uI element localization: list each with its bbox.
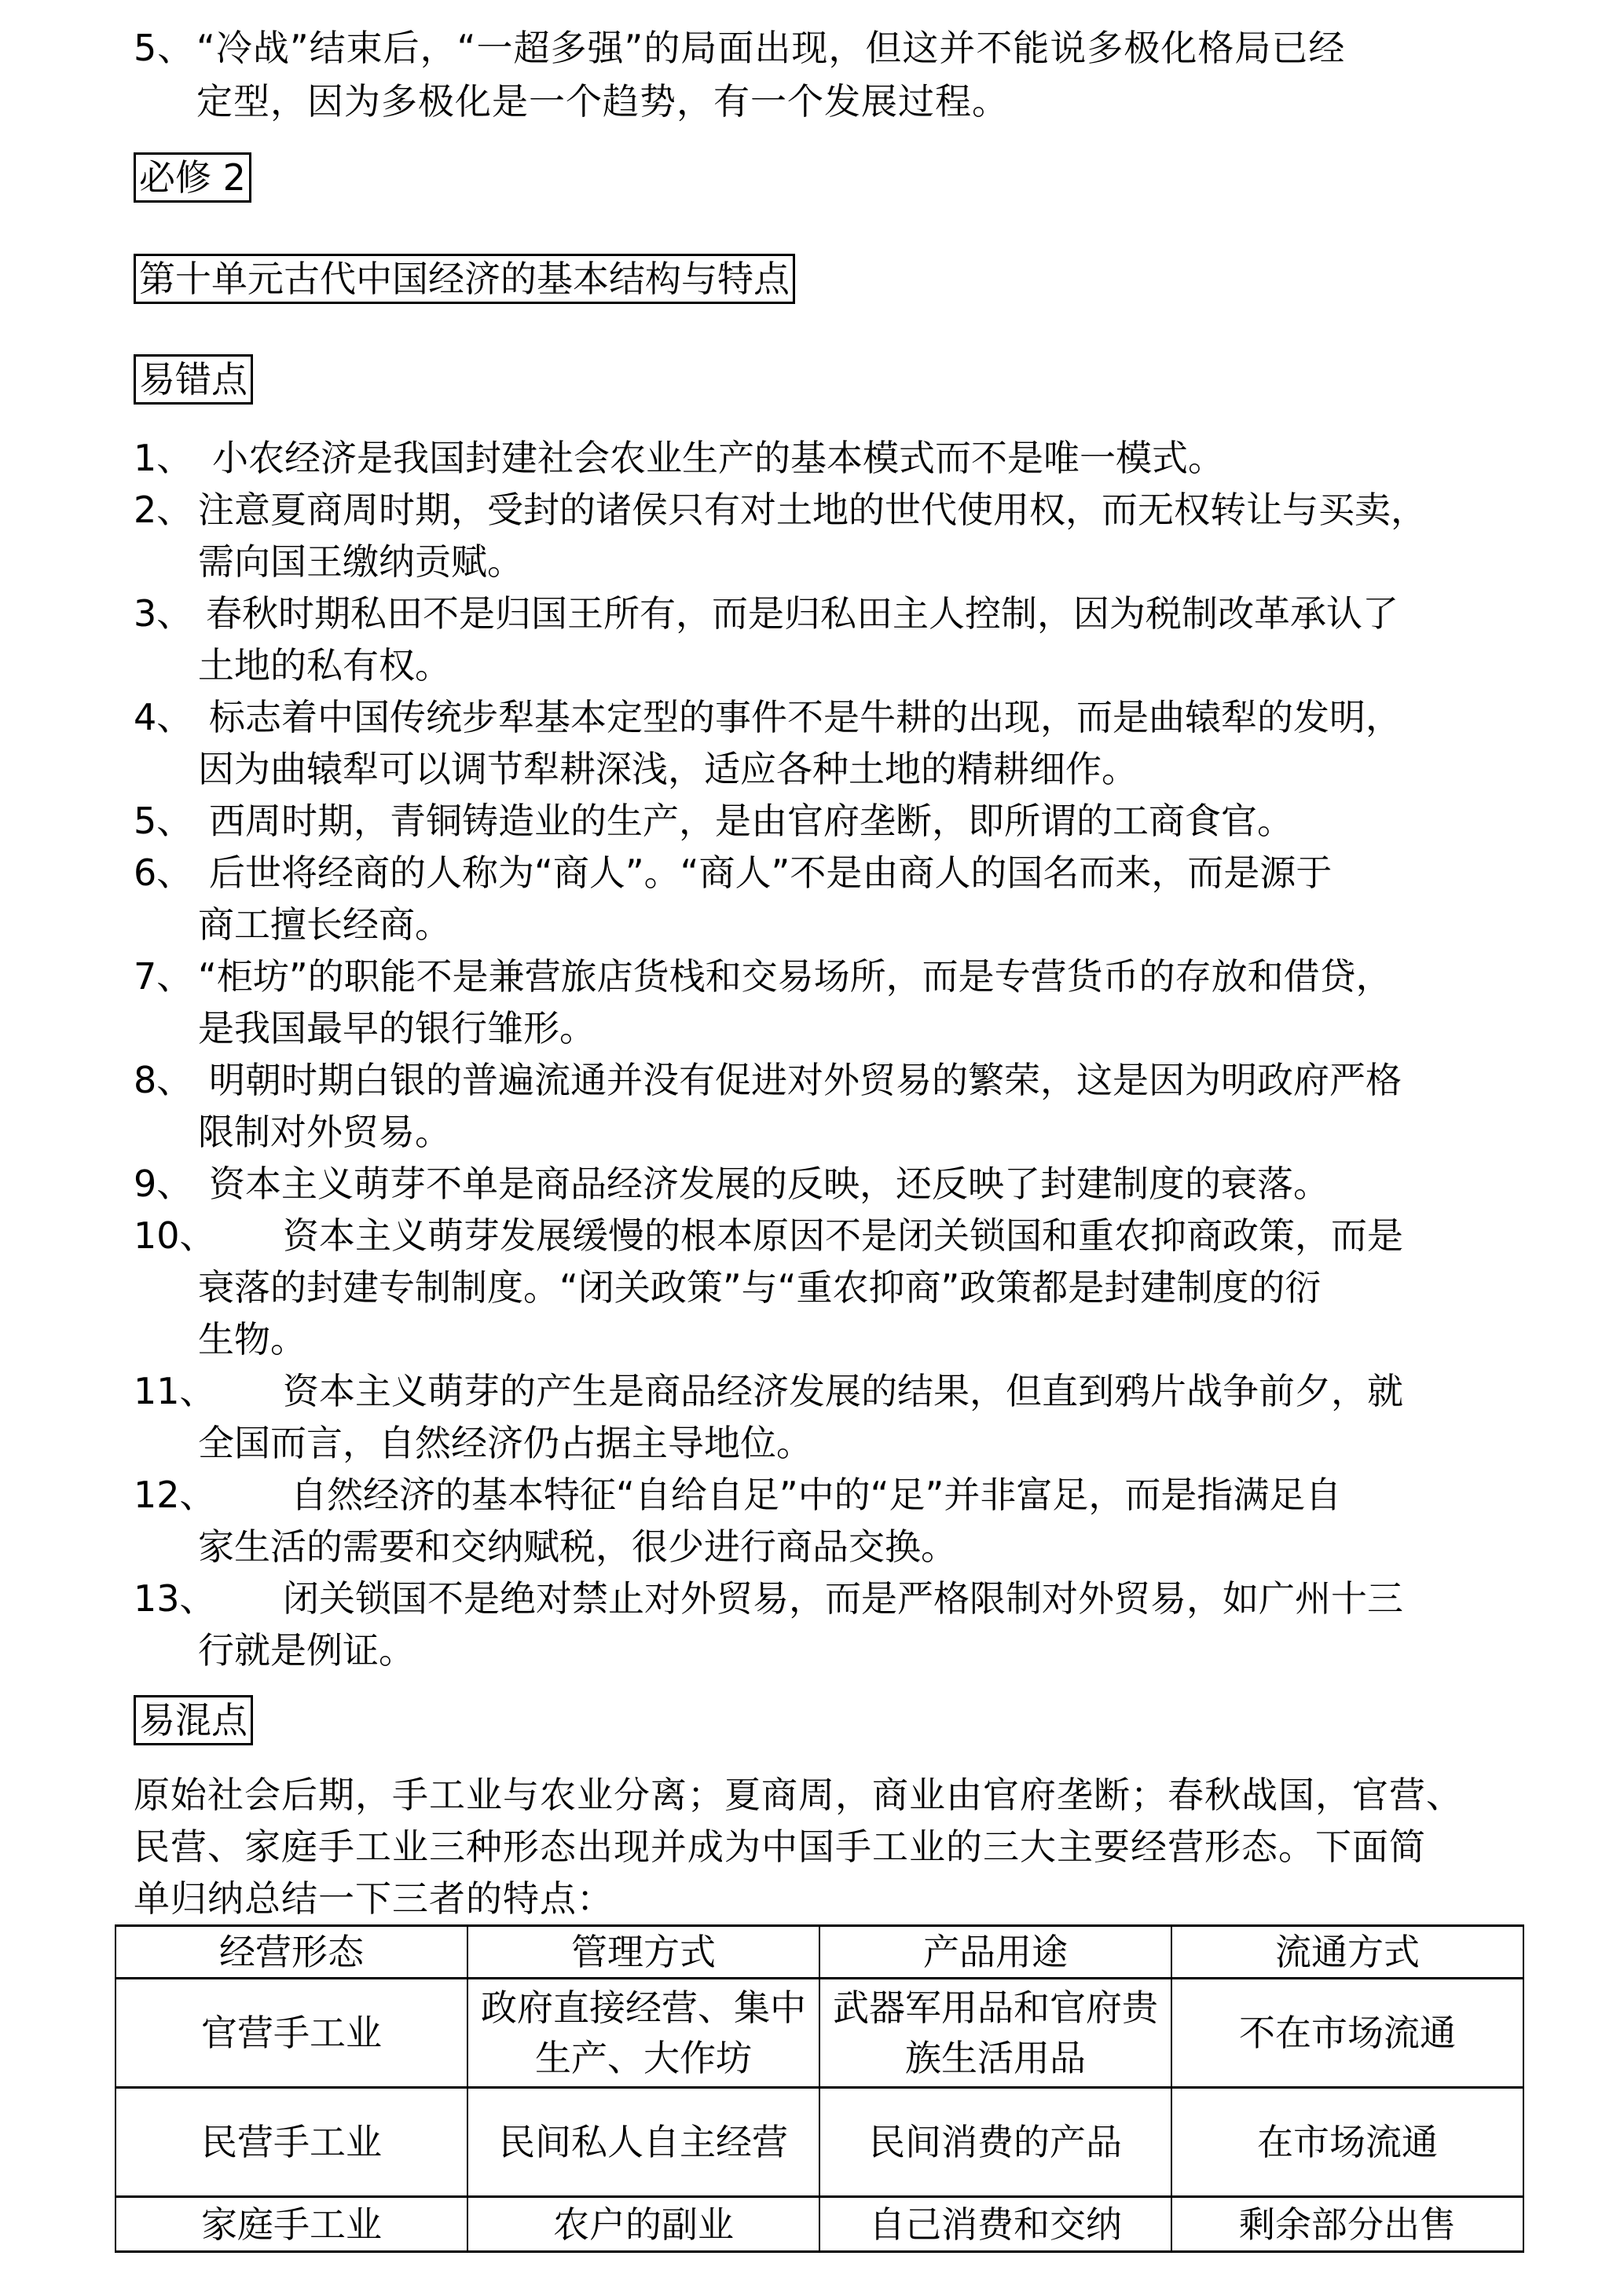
table-row [115,2197,1523,2252]
intro-line-3: 单归纳总结一下三者的特点： [134,1877,614,1920]
table-cell: 农户的副业 [467,2197,819,2252]
item-line: 需向国王缴纳贡赋。 [198,540,523,583]
item-line: 商工擅长经商。 [198,903,451,946]
list-item [134,1210,1509,1365]
table-cell: 官营手工业 [115,1979,467,2088]
item-number: 9、 [134,1163,193,1205]
list-item [134,1054,1509,1158]
top-item-line-2: 定型，因为多极化是一个趋势，有一个发展过程。 [196,80,1009,123]
item-line: 因为曲辕犁可以调节犁耕深浅，适应各种土地的精耕细作。 [198,748,1138,790]
item-line: “柜坊”的职能不是兼营旅店货栈和交易场所，而是专营货币的存放和借贷， [198,955,1392,998]
unit-heading: 第十单元古代中国经济的基本结构与特点 [134,254,795,304]
intro-line-2: 民营、家庭手工业三种形态出现并成为中国手工业的三大主要经营形态。下面简 [134,1825,1426,1868]
item-number: 13、 [134,1577,216,1620]
item-line: 春秋时期私田不是归国王所有，而是归私田主人控制，因为税制改革承认了 [206,592,1399,635]
item-line: 资本主义萌芽的产生是商品经济发展的结果，但直到鸦片战争前夕，就 [283,1370,1403,1412]
table-cell: 民间消费的产品 [819,2088,1171,2197]
item-number: 2、 [134,489,193,531]
item-number: 10、 [134,1214,216,1257]
item-line: 生物。 [198,1318,306,1360]
item-line: 自然经济的基本特征“自给自足”中的“足”并非富足，而是指满足自 [291,1474,1342,1516]
table-header-cell: 管理方式 [467,1926,819,1979]
item-number: 5、 [134,800,193,842]
item-line: 资本主义萌芽发展缓慢的根本原因不是闭关锁国和重农抑商政策，而是 [283,1214,1403,1257]
item-number: 7、 [134,955,193,998]
item-line: 西周时期，青铜铸造业的生产，是由官府垄断，即所谓的工商食官。 [209,800,1293,842]
item-line: 限制对外贸易。 [198,1111,451,1153]
list-item [134,1469,1509,1573]
list-item [134,1158,1509,1210]
list-item [134,795,1509,847]
table-header-cell: 流通方式 [1171,1926,1523,1979]
list-item [134,484,1509,588]
table-cell: 武器军用品和官府贵族生活用品 [819,1979,1171,2088]
table-header-cell: 经营形态 [115,1926,467,1979]
table-cell: 民营手工业 [115,2088,467,2197]
item-line: 闭关锁国不是绝对禁止对外贸易，而是严格限制对外贸易，如广州十三 [283,1577,1403,1620]
list-item [134,950,1509,1054]
table-cell: 家庭手工业 [115,2197,467,2252]
intro-line-1: 原始社会后期，手工业与农业分离；夏商周，商业由官府垄断；春秋战国，官营、 [134,1774,1463,1816]
list-item [134,691,1509,795]
item-number: 4、 [134,696,193,738]
item-line: 土地的私有权。 [198,644,451,687]
item-line: 小农经济是我国封建社会农业生产的基本模式而不是唯一模式。 [212,437,1224,479]
item-line: 资本主义萌芽不单是商品经济发展的反映，还反映了封建制度的衰落。 [209,1163,1329,1205]
table-cell: 不在市场流通 [1171,1979,1523,2088]
top-item-line-1: “冷战”结束后，“一超多强”的局面出现，但这并不能说多极化格局已经 [196,27,1346,69]
table-cell: 自己消费和交纳 [819,2197,1171,2252]
item-line: 行就是例证。 [198,1629,415,1672]
table-header-row [115,1926,1523,1979]
item-number: 1、 [134,437,193,479]
list-item [134,1365,1509,1469]
item-line: 标志着中国传统步犁基本定型的事件不是牛耕的出现，而是曲辕犁的发明， [209,696,1402,738]
item-line: 后世将经商的人称为“商人”。“商人”不是由商人的国名而来，而是源于 [209,851,1333,894]
table-row [115,2088,1523,2197]
item-line: 明朝时期白银的普遍流通并没有促进对外贸易的繁荣，这是因为明政府严格 [209,1059,1402,1101]
top-item-number: 5、 [134,27,195,69]
item-line: 家生活的需要和交纳赋税，很少进行商品交换。 [198,1525,957,1568]
table-header-cell: 产品用途 [819,1926,1171,1979]
item-line: 全国而言，自然经济仍占据主导地位。 [198,1422,812,1464]
handicraft-comparison-table [115,1924,1524,2253]
error-points-heading: 易错点 [134,354,253,405]
table-row [115,1979,1523,2088]
confusion-points-heading: 易混点 [134,1695,253,1745]
item-number: 12、 [134,1474,216,1516]
item-number: 8、 [134,1059,193,1101]
item-line: 衰落的封建专制制度。“闭关政策”与“重农抑商”政策都是封建制度的衍 [198,1266,1322,1309]
list-item [134,432,1509,484]
item-number: 11、 [134,1370,216,1412]
item-line: 是我国最早的银行雏形。 [198,1007,596,1049]
item-number: 3、 [134,592,193,635]
table-cell: 政府直接经营、集中生产、大作坊 [467,1979,819,2088]
item-line: 注意夏商周时期，受封的诸侯只有对土地的世代使用权，而无权转让与买卖， [198,489,1427,531]
list-item [134,588,1509,691]
list-item [134,1573,1509,1676]
table-cell: 剩余部分出售 [1171,2197,1523,2252]
module-heading: 必修 2 [134,152,251,203]
list-item [134,847,1509,950]
table-cell: 在市场流通 [1171,2088,1523,2197]
item-number: 6、 [134,851,193,894]
table-cell: 民间私人自主经营 [467,2088,819,2197]
